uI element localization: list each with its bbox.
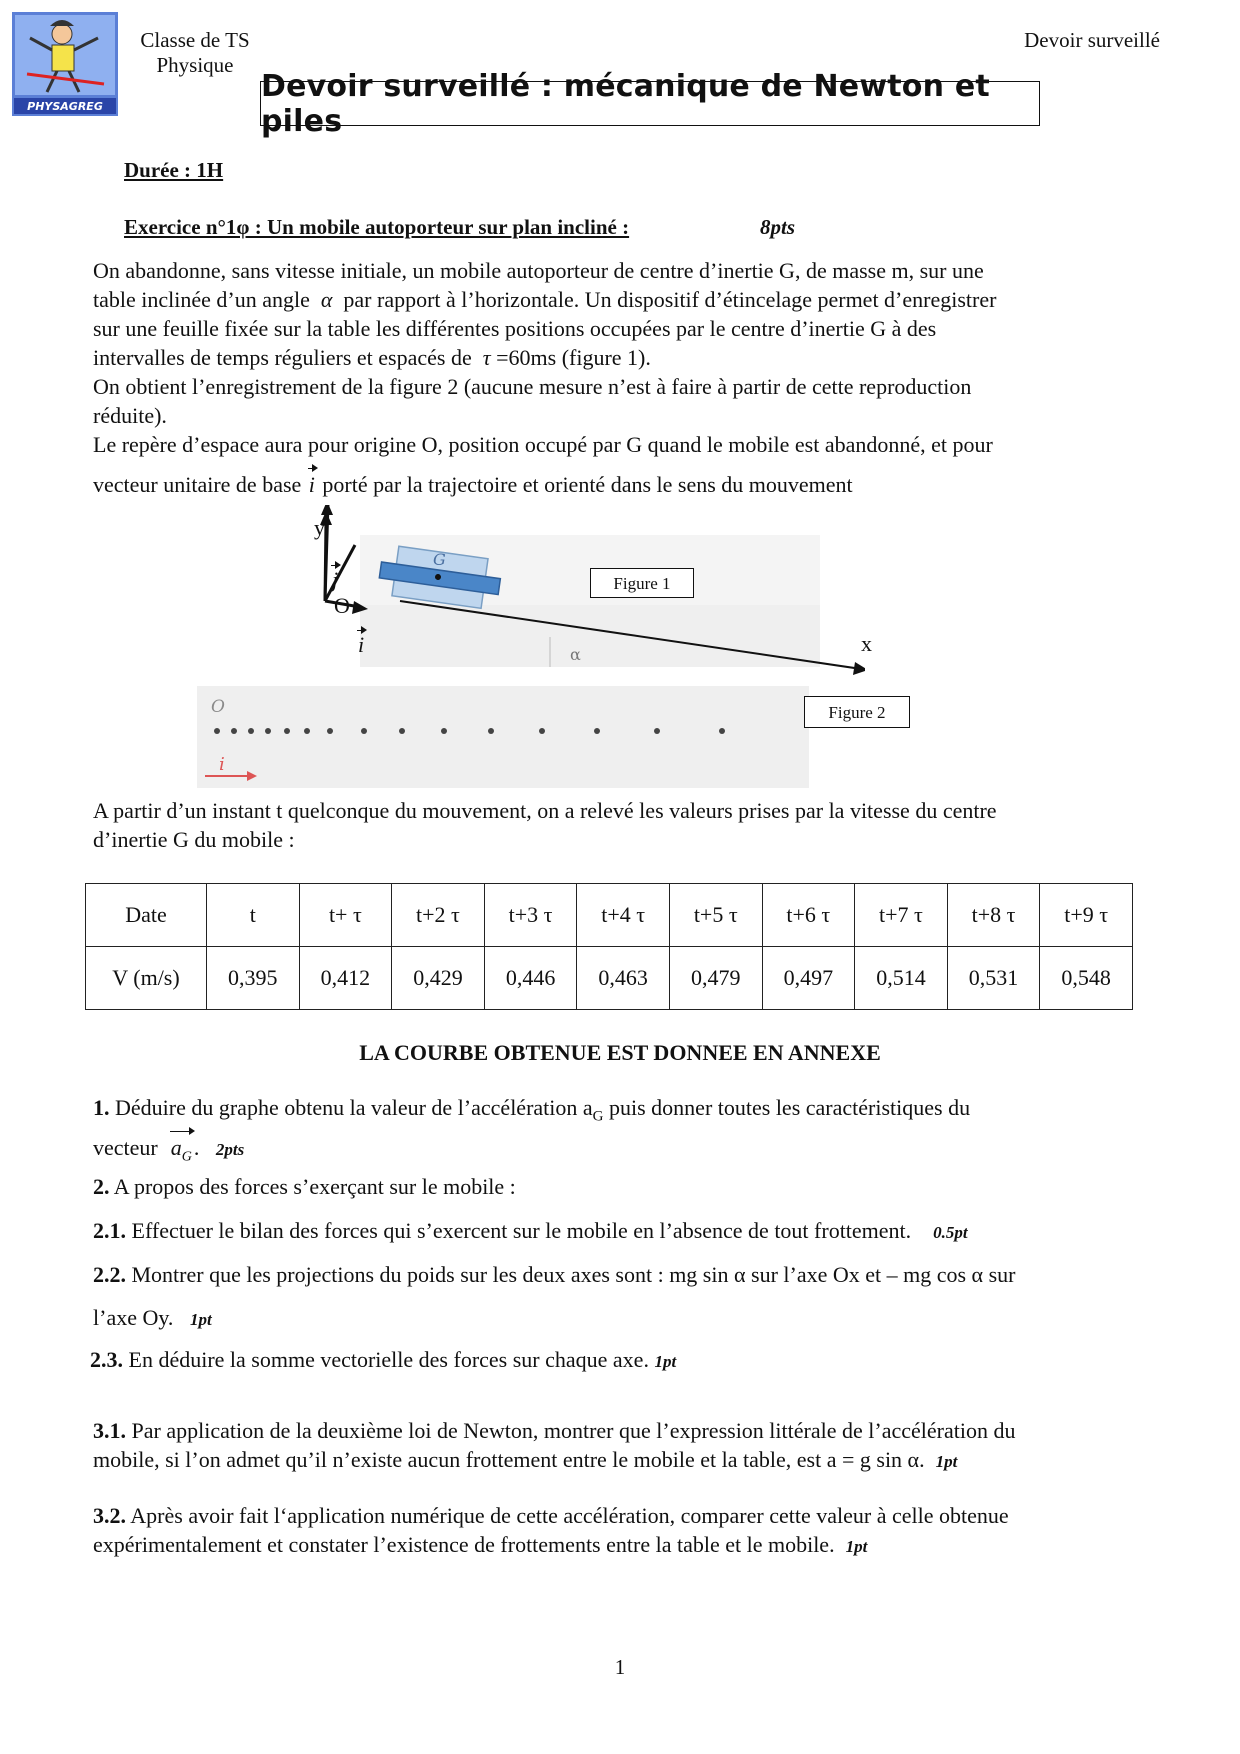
class-line-1: Classe de TS xyxy=(140,28,250,52)
table-cell: 0,412 xyxy=(299,947,392,1010)
intro-line-2b: par rapport à l’horizontale. Un dispositif d’étincelage permet d’enregistrer xyxy=(343,287,997,312)
speed-table xyxy=(85,883,1133,1010)
vector-line-b: porté par la trajectoire et orienté dans le sens du mouvement xyxy=(322,472,853,497)
figure1-alpha: α xyxy=(570,645,581,664)
intro-line-2a: table inclinée d’un angle xyxy=(93,287,310,312)
table-cell: t+5 τ xyxy=(669,884,762,947)
q1-subscript: G xyxy=(592,1108,604,1125)
q32-text-1: Après avoir fait l‘application numérique de cette accélération, comparer cette valeur à celle obtenue xyxy=(130,1503,1009,1528)
table-row-speeds xyxy=(86,947,1133,1010)
recording-sheet xyxy=(197,686,809,788)
acceleration-vector xyxy=(169,1133,194,1171)
q32-text-2: expérimentalement et constater l’existence de frottements entre la table et le mobile. xyxy=(93,1532,835,1557)
class-label xyxy=(120,28,270,78)
intro-line-7: Le repère d’espace aura pour origine O, position occupé par G quand le mobile est abandonné, et pour xyxy=(93,432,993,457)
figure1-g-label: G xyxy=(433,550,446,569)
table-cell: t+8 τ xyxy=(947,884,1040,947)
question-3-2 xyxy=(93,1501,1153,1561)
exercise-1-points: 8pts xyxy=(760,215,796,239)
figure-1-labels xyxy=(290,505,872,685)
question-2-2 xyxy=(93,1260,1153,1289)
page-title-box xyxy=(260,68,1040,139)
table-cell: t+ τ xyxy=(299,884,392,947)
q22b-text: l’axe Oy. xyxy=(93,1305,174,1330)
q31-text-1: Par application de la deuxième loi de Newton, montrer que l’expression littérale de l’accélération du xyxy=(131,1418,1016,1443)
table-cell: t+2 τ xyxy=(392,884,485,947)
table-cell: 0,395 xyxy=(206,947,299,1010)
table-cell: 0,429 xyxy=(392,947,485,1010)
q32-points: 1pt xyxy=(845,1537,868,1556)
table-cell: t+3 τ xyxy=(484,884,577,947)
table-cell: 0,446 xyxy=(484,947,577,1010)
table-cell: t+6 τ xyxy=(762,884,855,947)
acc-vec-letter: a xyxy=(170,1135,182,1160)
physagreg-logo xyxy=(12,12,118,116)
table-cell: 0,548 xyxy=(1040,947,1133,1010)
q1-points: 2pts xyxy=(215,1140,245,1159)
class-line-2: Physique xyxy=(156,53,234,77)
vector-line xyxy=(93,470,1153,499)
duration: Durée : 1H xyxy=(124,158,224,182)
question-1-line-2 xyxy=(93,1133,1153,1171)
q31-number: 3.1. xyxy=(93,1418,126,1443)
acc-vec-sub: G xyxy=(181,1149,192,1165)
alpha-symbol: α xyxy=(320,287,333,312)
table-cell: t+7 τ xyxy=(855,884,948,947)
q1-text: Déduire du graphe obtenu la valeur de l’accélération a xyxy=(115,1095,593,1120)
origin-label: O xyxy=(334,593,350,618)
logo-text: PHYSAGREG xyxy=(27,100,103,113)
intro-line-4b: =60ms (figure 1). xyxy=(496,345,651,370)
table-cell: t+4 τ xyxy=(577,884,670,947)
question-2-1 xyxy=(93,1216,1153,1247)
speed-intro-line-2: d’inertie G du mobile : xyxy=(93,827,295,852)
intro-line-4a: intervalles de temps réguliers et espacés de xyxy=(93,345,472,370)
page-number: 1 xyxy=(614,1655,626,1679)
table-row-dates xyxy=(86,884,1133,947)
q31-points: 1pt xyxy=(935,1452,958,1471)
table-cell: 0,531 xyxy=(947,947,1040,1010)
figure-2-caption: Figure 2 xyxy=(804,696,910,728)
q1-number: 1. xyxy=(93,1095,110,1120)
table-header-speed: V (m/s) xyxy=(86,947,207,1010)
table-cell: t xyxy=(206,884,299,947)
i-vector-label: i xyxy=(358,632,365,657)
question-2-3 xyxy=(90,1345,1150,1376)
q23-number: 2.3. xyxy=(90,1347,123,1372)
question-2 xyxy=(93,1172,1153,1201)
annex-notice: LA COURBE OBTENUE EST DONNEE EN ANNEXE xyxy=(359,1040,881,1065)
question-3-1 xyxy=(93,1416,1153,1476)
intro-line-6: réduite). xyxy=(93,403,167,428)
q2-text: A propos des forces s’exerçant sur le mobile : xyxy=(113,1174,516,1199)
y-axis-label: y xyxy=(314,515,325,540)
figure-1-caption: Figure 1 xyxy=(590,568,694,598)
header-right-label: Devoir surveillé xyxy=(1024,28,1160,52)
intro-line-3: sur une feuille fixée sur la table les différentes positions occupées par le centre d’inertie G à des xyxy=(93,316,937,341)
exercise-1-intro xyxy=(93,256,1153,459)
q1-text-2: puis donner toutes les caractéristiques du xyxy=(609,1095,971,1120)
q22-points: 1pt xyxy=(189,1310,212,1329)
j-vector-label: j xyxy=(332,567,339,592)
table-cell: t+9 τ xyxy=(1040,884,1133,947)
q21-points: 0.5pt xyxy=(933,1223,968,1242)
j-label xyxy=(330,567,340,593)
q22-text: Montrer que les projections du poids sur les deux axes sont : mg sin α sur l’axe Ox et – mg cos α sur xyxy=(131,1262,1016,1287)
q1b-text: vecteur xyxy=(93,1135,158,1160)
table-cell: 0,479 xyxy=(669,947,762,1010)
q32-number: 3.2. xyxy=(93,1503,126,1528)
x-axis-label: x xyxy=(861,631,872,656)
exercise-1-title: Exercice n°1φ : Un mobile autoporteur sur plan incliné : xyxy=(124,215,630,239)
figure2-origin-label: O xyxy=(211,697,225,717)
page-title: Devoir surveillé : mécanique de Newton et piles xyxy=(261,68,990,139)
intro-line-2 xyxy=(93,285,1153,314)
q21-text: Effectuer le bilan des forces qui s’exercent sur le mobile en l’absence de tout frottement. xyxy=(131,1218,912,1243)
question-1 xyxy=(93,1093,1153,1131)
table-cell: 0,514 xyxy=(855,947,948,1010)
intro-line-1: On abandonne, sans vitesse initiale, un mobile autoporteur de centre d’inertie G, de masse m, sur une xyxy=(93,258,984,283)
i-label xyxy=(356,632,366,658)
q21-number: 2.1. xyxy=(93,1218,126,1243)
q31-text-2: mobile, si l’on admet qu’il n’existe aucun frottement entre le mobile et la table, est a = g sin α. xyxy=(93,1447,925,1472)
speed-intro xyxy=(93,796,1153,854)
table-cell: 0,463 xyxy=(577,947,670,1010)
intro-line-4 xyxy=(93,343,1153,372)
q2-number: 2. xyxy=(93,1174,110,1199)
vector-line-a: vecteur unitaire de base xyxy=(93,472,302,497)
speed-intro-line-1: A partir d’un instant t quelconque du mouvement, on a relevé les valeurs prises par la vitesse du centre xyxy=(93,798,997,823)
tau-symbol: τ xyxy=(482,345,491,370)
figure-2 xyxy=(197,686,917,788)
q22-number: 2.2. xyxy=(93,1262,126,1287)
q23-text: En déduire la somme vectorielle des forces sur chaque axe. xyxy=(128,1347,649,1372)
table-header-date: Date xyxy=(86,884,207,947)
intro-line-5: On obtient l’enregistrement de la figure 2 (aucune mesure n’est à faire à partir de cette reproduction xyxy=(93,374,972,399)
question-2-2-line-2 xyxy=(93,1303,1153,1334)
unit-vector-i: i xyxy=(308,472,315,497)
figure2-i-label: i xyxy=(219,754,225,775)
q1b-dot: . xyxy=(193,1135,200,1160)
q23-points: 1pt xyxy=(654,1352,677,1371)
table-cell: 0,497 xyxy=(762,947,855,1010)
